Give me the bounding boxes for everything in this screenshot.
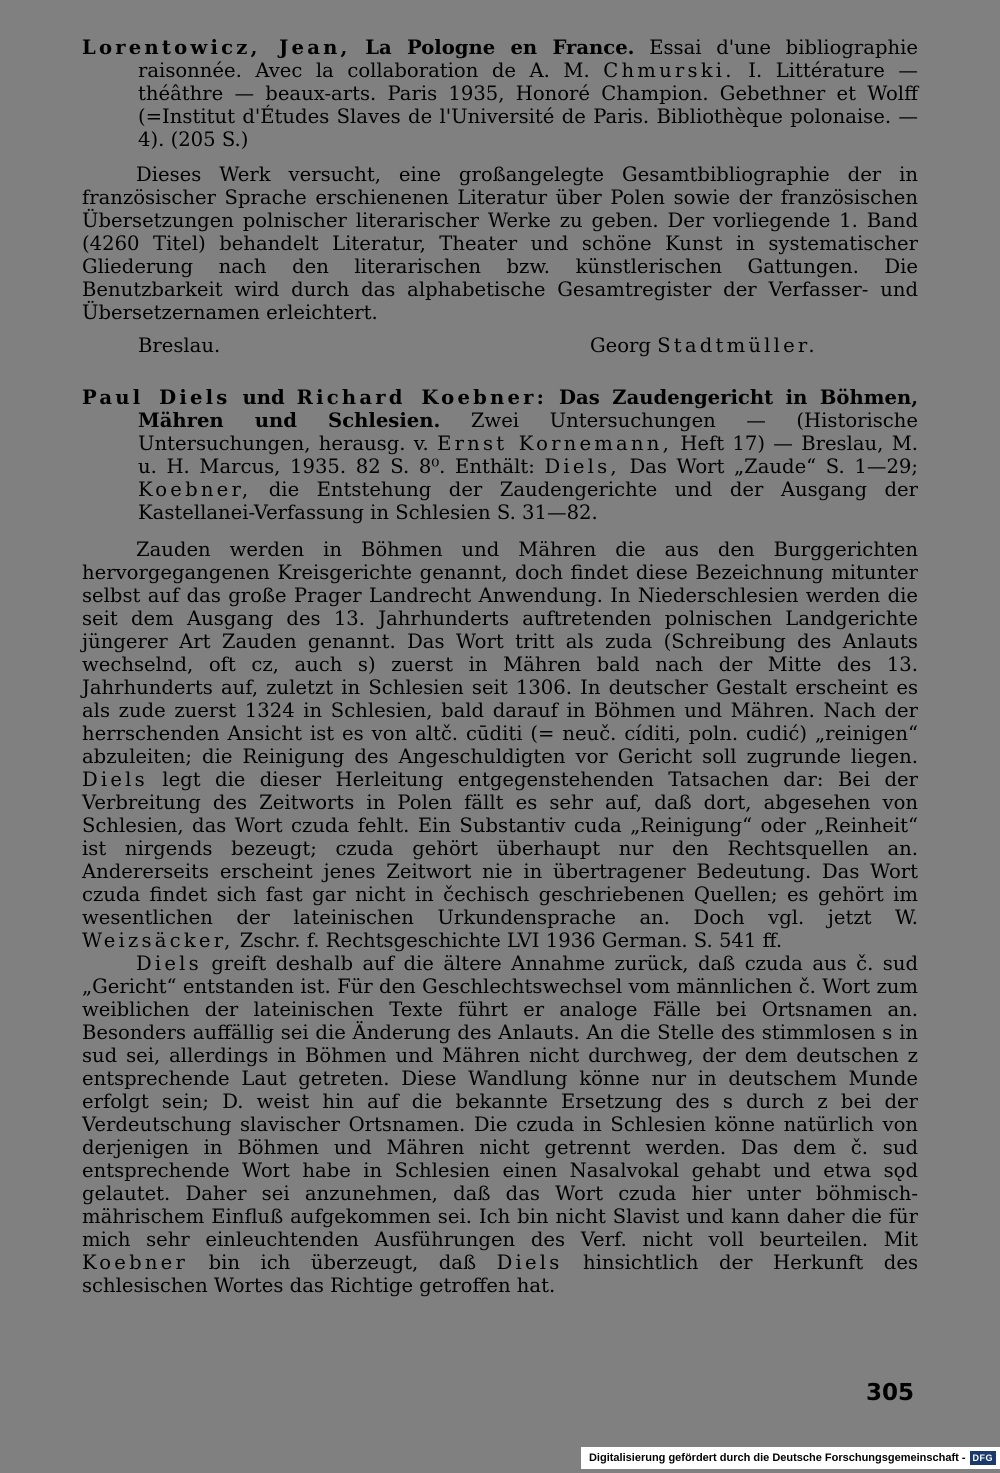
entry1-citation-a: Essai d'une bibliographie raisonnée. Avec la collaboration de A. M.	[138, 36, 918, 82]
page-content	[82, 36, 918, 1297]
entry2-und: und	[242, 386, 285, 409]
entry2-editor: Ernst Kornemann,	[437, 432, 672, 455]
p1-text-a: Zauden werden in Böhmen und Mähren die aus den Burggerichten hervorgegangenen Kreisgerichte genannt, doch findet diese Bezeichnung mitunter selbst auf das große Prager Landrecht Anwendung. In Niederschlesien werden die seit dem Ausgang des 13. Jahrhunderts auftretenden polnischen Landgerichte jüngerer Art Zauden genannt. Das Wort tritt als zuda (Schreibung des Anlauts wechselnd, oft cz, auch s) zuerst in Mähren bald nach der Mitte des 13. Jahrhunderts auf, zuletzt in Schlesien seit 1306. In deutscher Gestalt erscheint es als zude zuerst 1324 in Schlesien, bald darauf in Böhmen und Mähren. Nach der herrschenden Ansicht ist es von altč. cūditi (= neuč. cíditi, poln. cudić) „reinigen“ abzuleiten; die Reinigung des Angeschuldigten vor Gericht soll zugrunde liegen.	[82, 538, 918, 768]
entry1-author: Lorentowicz, Jean,	[82, 36, 351, 59]
p1-weizsaecker: Weizsäcker,	[82, 929, 234, 952]
entry1-reviewer	[590, 334, 818, 357]
entry2-title: Das Zaudengericht in Böhmen, Mähren und Schlesien.	[138, 386, 919, 432]
entry1-citation-b: I. Littérature — théâthre — beaux-arts. Paris 1935, Honoré Champion. Gebethner et Wolff (=Institut d'Études Slaves de l'Université de Paris. Bibliothèque polonaise. — 4). (205 S.)	[138, 59, 918, 151]
p2-text-c: hinsichtlich der Herkunft des schlesischen Wortes das Richtige getroffen hat.	[82, 1251, 918, 1297]
p2-text-b: bin ich überzeugt, daß	[208, 1251, 477, 1274]
entry2-cit-c: Das Wort „Zaude“ S. 1—29;	[629, 455, 918, 478]
footer-text: Digitalisierung gefördert durch die Deutsche Forschungsgemeinschaft -	[588, 1452, 966, 1464]
entry1-reviewer-first: Georg	[590, 334, 651, 357]
entry2-koebner: Koebner,	[138, 478, 252, 501]
p2-koebner: Koebner	[82, 1251, 189, 1274]
entry1-review: Dieses Werk versucht, eine großangelegte Gesamtbibliographie der in französischer Sprache erschienenen Literatur über Polen sowie der französischen Übersetzungen polnischer literarischer Werke zu geben. Der vorliegende 1. Band (4260 Titel) behandelt Literatur, Theater und schöne Kunst in systematischer Gliederung nach den literarischen bzw. künstlerischen Gattungen. Die Benutzbarkeit wird durch das alphabetische Gesamtregister der Verfasser- und Übersetzernamen erleichtert.	[82, 163, 918, 324]
p1-text-b: legt die dieser Herleitung entgegenstehenden Tatsachen dar: Bei der Verbreitung des Zeitworts in Polen fällt es sehr auf, daß dort, abgesehen von Schlesien, das Wort czuda fehlt. Ein Substantiv cuda „Reinigung“ oder „Reinheit“ ist nirgends bezeugt; czuda gehört überhaupt nur den Rechtsquellen an. Andererseits erscheint jenes Zeitwort nie in übertragener Bedeutung. Das Wort czuda findet sich fast gar nicht in čechisch geschriebenen Quellen; es gehört im wesentlichen der lateinischen Urkundensprache an. Doch vgl. jetzt W.	[82, 768, 919, 929]
entry1-signature	[82, 334, 918, 358]
entry2-cit-b: Heft 17) — Breslau, M. u. H. Marcus, 1935. 82 S. 8⁰. Enthält:	[138, 432, 918, 478]
entry2-citation	[82, 386, 918, 524]
footer-credit	[581, 1447, 1000, 1469]
entry2-diels: Diels,	[544, 455, 620, 478]
entry1-citation	[82, 36, 918, 151]
p1-text-c: Zschr. f. Rechtsgeschichte LVI 1936 German. S. 541 ff.	[239, 929, 783, 952]
entry1-title: La Pologne en France.	[365, 36, 635, 59]
dfg-logo: DFG	[970, 1451, 997, 1465]
entry2-cit-d: die Entstehung der Zaudengerichte und der Ausgang der Kastellanei-Verfassung in Schlesien S. 31—82.	[138, 478, 918, 524]
p2-diels-2: Diels	[496, 1251, 563, 1274]
page-number: 305	[866, 1380, 915, 1406]
entry2-author2: Richard Koebner:	[296, 386, 548, 409]
p1-diels: Diels	[82, 768, 148, 791]
entry1-place: Breslau.	[138, 334, 221, 357]
entry2-paragraph-1	[82, 538, 918, 952]
p2-diels: Diels	[136, 952, 202, 975]
entry1-collaborator: Chmurski.	[603, 59, 735, 82]
entry2-cit-a: Zwei Untersuchungen — (Historische Untersuchungen, herausg. v.	[138, 409, 918, 455]
entry2-paragraph-2	[82, 952, 918, 1297]
entry2-author1: Paul Diels	[82, 386, 231, 409]
p2-text-a: greift deshalb auf die ältere Annahme zurück, daß czuda aus č. sud „Gericht“ entstanden ist. Für den Geschlechtswechsel vom männlichen č. Wort zum weiblichen der lateinischen Texte führt er analoge Fälle bei Ortsnamen an. Besonders auffällig sei die Änderung des Anlauts. An die Stelle des stimmlosen s in sud sei, allerdings in Böhmen und Mähren nicht durchweg, der dem deutschen z entsprechende Laut getreten. Diese Wandlung könne nur in deutschem Munde erfolgt sein; D. weist hin auf die bekannte Ersetzung des s durch z bei der Verdeutschung slavischer Ortsnamen. Die czuda in Schlesien könne natürlich von derjenigen in Böhmen und Mähren nicht getrennt werden. Das dem č. sud entsprechende Wort habe in Schlesien einen Nasalvokal gehabt und etwa sǫd gelautet. Daher sei anzunehmen, daß das Wort czuda hier unter böhmisch-mährischem Einfluß aufgekommen sei. Ich bin nicht Slavist und kann daher die für mich sehr einleuchtenden Ausführungen des Verf. nicht voll beurteilen. Mit	[82, 952, 918, 1251]
entry1-reviewer-last: Stadtmüller.	[657, 334, 818, 357]
